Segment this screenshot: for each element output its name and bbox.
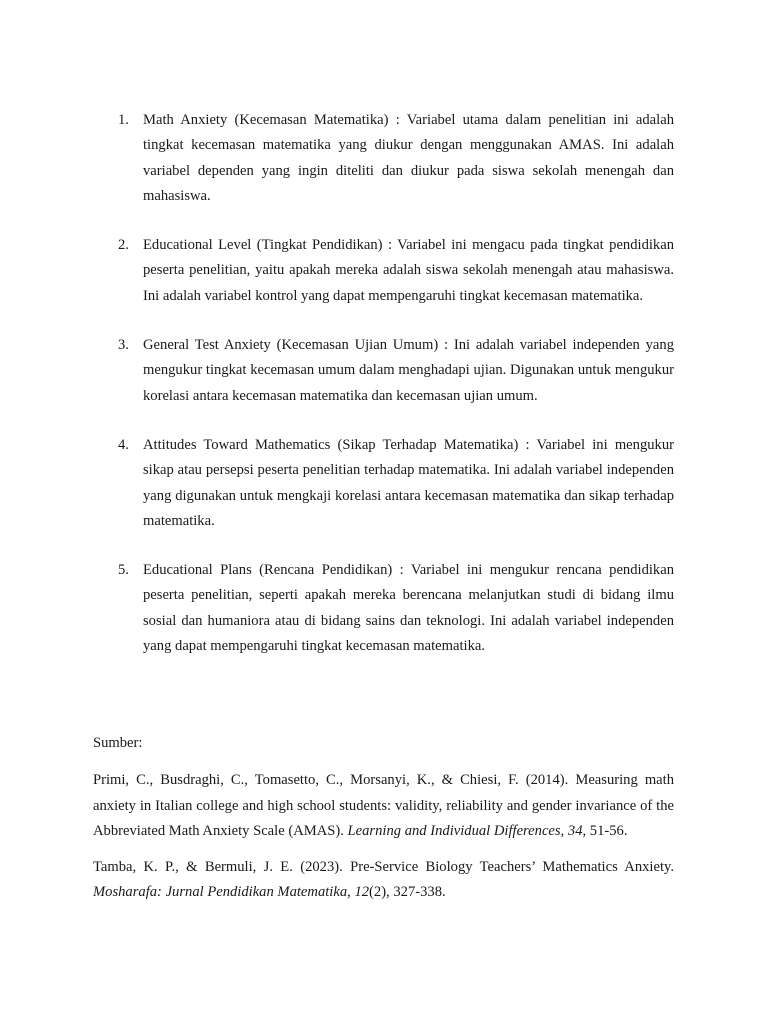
list-item [118,108,674,209]
reference-authors: Tamba, K. P., & Bermuli, J. E. (2023). Pre-Service Biology Teachers’ Mathematics Anxiety. [93,859,674,876]
sources-label: Sumber: [93,735,143,751]
reference-entry [93,768,674,844]
item-number: 1. [118,112,129,128]
reference-separator: , [347,884,355,901]
item-text: Educational Level (Tingkat Pendidikan) : Variabel ini mengacu pada tingkat pendidikan peserta penelitian, yaitu apakah mereka adalah siswa sekolah menengah atau mahasiswa. Ini adalah variabel kontrol yang dapat mempengaruhi tingkat kecemasan matematika. [143,237,674,304]
reference-separator: , [560,822,568,839]
list-item [118,558,674,659]
reference-authors: Primi, C., Busdraghi, C., Tomasetto, C., Morsanyi, K., & Chiesi, F. (2014). Measuring math anxiety in Italian college and high school students: validity, reliability and gender invariance of the Abbreviated Math Anxiety Scale (AMAS). [93,772,674,839]
reference-volume: 34 [567,822,583,839]
item-text: General Test Anxiety (Kecemasan Ujian Umum) : Ini adalah variabel independen yang mengukur tingkat kecemasan umum dalam menghadapi ujian. Digunakan untuk mengukur korelasi antara kecemasan matematika dan kecemasan ujian umum. [143,337,674,404]
sources-section [93,731,674,917]
reference-entry [93,855,674,906]
reference-pages: , 51-56. [582,822,628,839]
item-number: 5. [118,562,129,579]
item-number: 3. [118,337,129,354]
item-number: 2. [118,237,129,254]
item-text: Math Anxiety (Kecemasan Matematika) : Variabel utama dalam penelitian ini adalah tingkat kecemasan matematika yang diukur dengan menggunakan AMAS. Ini adalah variabel dependen yang ingin diteliti dan diukur pada siswa sekolah menengah dan mahasiswa. [143,112,674,204]
reference-pages: (2), 327-338. [369,884,446,901]
item-text: Educational Plans (Rencana Pendidikan) : Variabel ini mengukur rencana pendidikan peserta penelitian, seperti apakah mereka berencana melanjutkan studi di bidang ilmu sosial dan humaniora atau di bidang sains dan teknologi. Ini adalah variabel independen yang dapat mempengaruhi tingkat kecemasan matematika. [143,562,674,655]
list-item [118,233,674,309]
reference-volume: 12 [354,884,370,901]
variable-list [118,108,674,683]
reference-journal: Mosharafa: Jurnal Pendidikan Matematika [93,884,348,901]
list-item [118,333,674,409]
reference-journal: Learning and Individual Differences [347,822,561,839]
list-item [118,433,674,534]
item-number: 4. [118,436,129,453]
item-text: Attitudes Toward Mathematics (Sikap Terhadap Matematika) : Variabel ini mengukur sikap atau persepsi peserta penelitian terhadap matematika. Ini adalah variabel independen yang digunakan untuk mengkaji korelasi antara kecemasan matematika dan sikap terhadap matematika. [143,436,674,529]
